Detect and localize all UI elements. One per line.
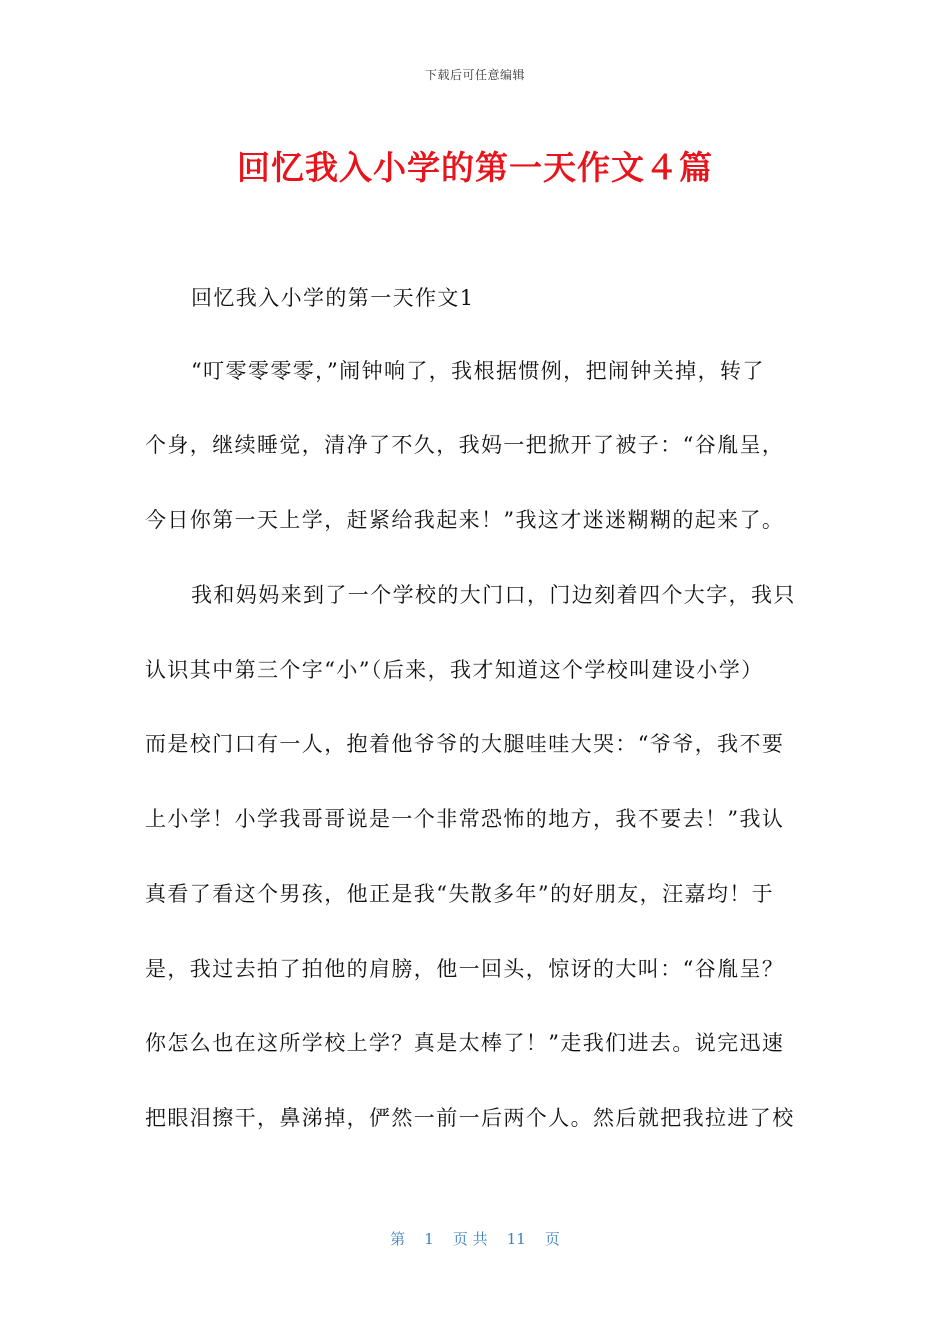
- paragraph-line: “叮零零零零，”闹钟响了，我根据惯例，把闹钟关掉，转了: [191, 359, 765, 383]
- paragraph-line: 把眼泪擦干，鼻涕掉，俨然一前一后两个人。然后就把我拉进了校: [145, 1106, 795, 1130]
- page-footer: [0, 1228, 950, 1249]
- paragraph-line: 我和妈妈来到了一个学校的大门口，门边刻着四个大字，我只: [191, 583, 796, 607]
- paragraph-line: 上小学！小学我哥哥说是一个非常恐怖的地方，我不要去！”我认: [145, 807, 785, 831]
- page-label-prefix: 第: [390, 1230, 406, 1248]
- page-label-suffix: 页: [544, 1230, 560, 1248]
- paragraph-line: 今日你第一天上学，赶紧给我起来！”我这才迷迷糊糊的起来了。: [145, 508, 785, 532]
- page-label-mid: 页 共: [452, 1230, 488, 1248]
- header-note: 下载后可任意编辑: [424, 68, 525, 82]
- paragraph-line: 认识其中第三个字“小”（后来，我才知道这个学校叫建设小学）: [145, 658, 764, 682]
- paragraph-line: 你怎么也在这所学校上学？真是太棒了！”走我们进去。说完迅速: [145, 1031, 785, 1055]
- document-title: 回忆我入小学的第一天作文４篇: [237, 148, 713, 187]
- section-heading: 回忆我入小学的第一天作文1: [191, 286, 475, 310]
- paragraph-line: 是，我过去拍了拍他的肩膀，他一回头，惊讶的大叫：“谷胤呈？: [145, 957, 785, 981]
- total-pages: 11: [506, 1230, 526, 1248]
- paragraph-line: 而是校门口有一人，抱着他爷爷的大腿哇哇大哭：“爷爷，我不要: [145, 732, 785, 756]
- paragraph-line: 个身，继续睡觉，清净了不久，我妈一把掀开了被子：“谷胤呈，: [145, 433, 785, 457]
- current-page-number: 1: [424, 1230, 434, 1248]
- paragraph-line: 真看了看这个男孩，他正是我“失散多年”的好朋友，汪嘉均！于: [145, 882, 775, 906]
